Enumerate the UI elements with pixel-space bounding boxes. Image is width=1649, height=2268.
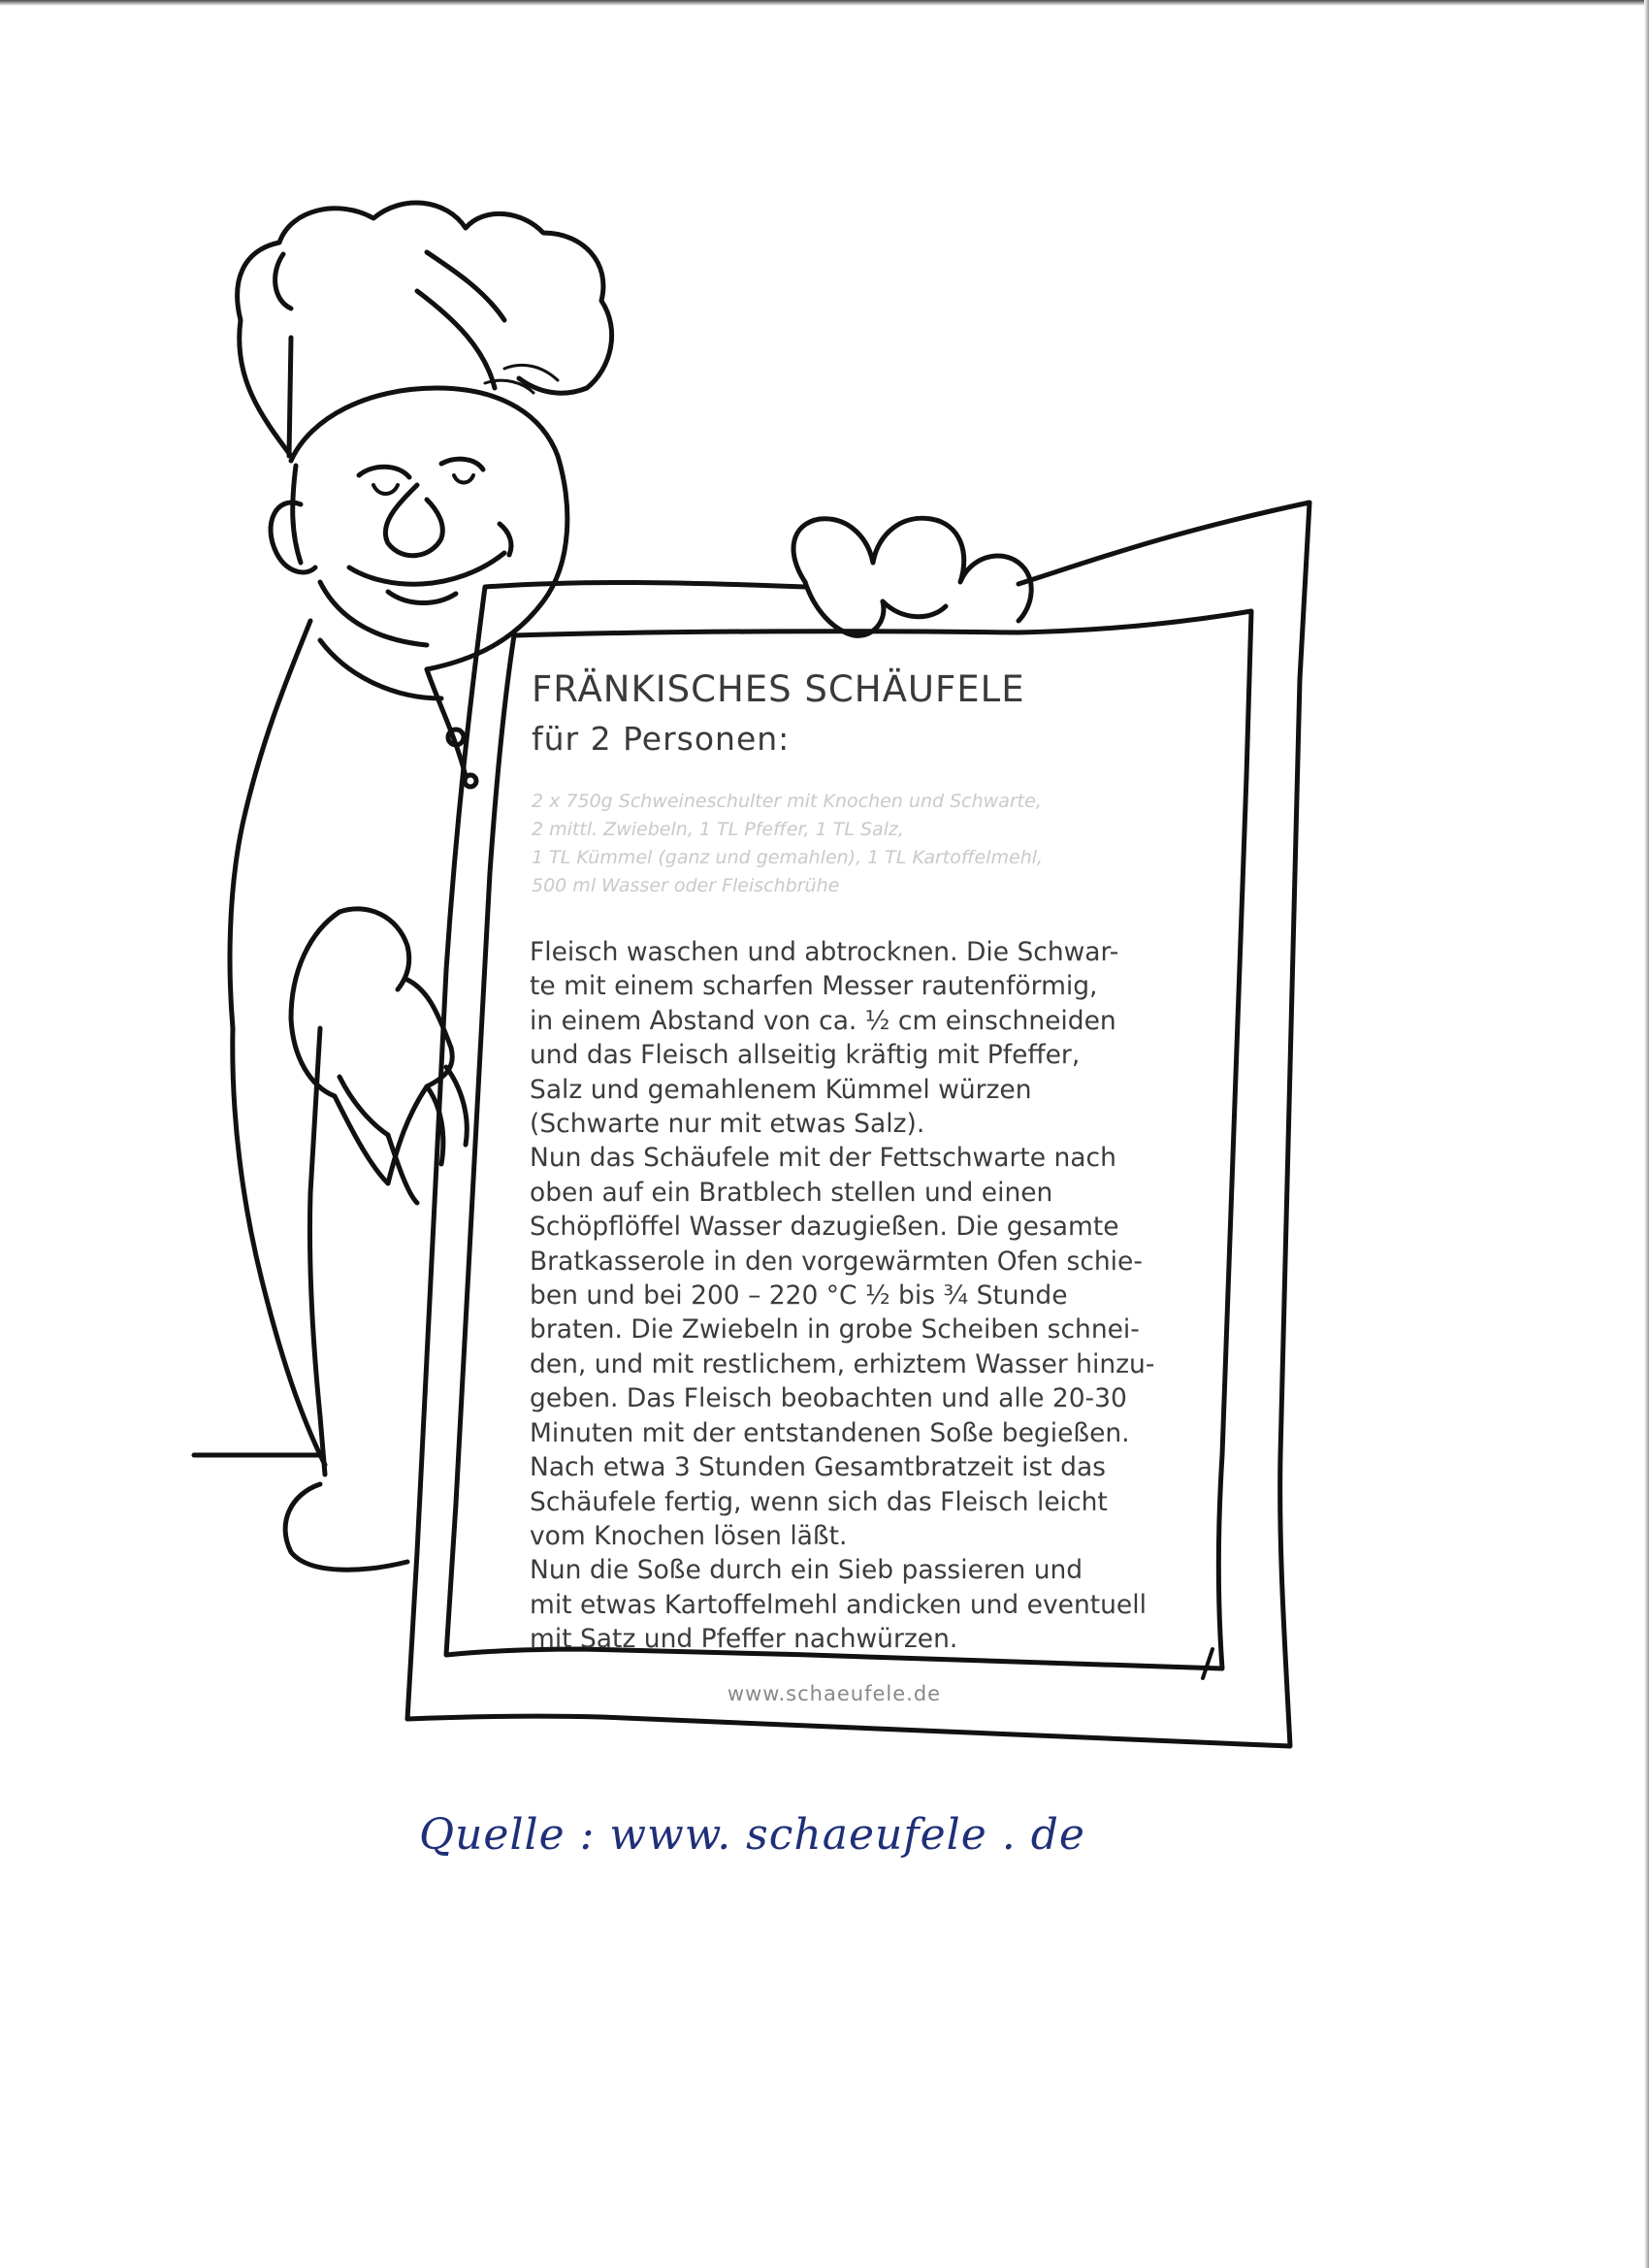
ingredient-line: 2 mittl. Zwiebeln, 1 TL Pfeffer, 1 TL Salz,: [532, 819, 904, 840]
ingredient-line: 500 ml Wasser oder Fleischbrühe: [532, 875, 840, 896]
source-note-handwritten: Quelle : www. schaeufele . de: [419, 1810, 1085, 1860]
instruction-line: geben. Das Fleisch beobachten und alle 20-30: [530, 1383, 1127, 1414]
instruction-line: ben und bei 200 – 220 °C ½ bis ¾ Stunde: [530, 1280, 1068, 1312]
recipe-title: FRÄNKISCHES SCHÄUFELE: [532, 668, 1025, 710]
instruction-line: vom Knochen lösen läßt.: [530, 1520, 848, 1551]
instruction-line: den, und mit restlichem, erhiztem Wasser hinzu-: [530, 1348, 1155, 1379]
jacket-button: [465, 775, 476, 787]
recipe-subtitle: für 2 Personen:: [532, 720, 791, 758]
instruction-line: te mit einem scharfen Messer rautenförmig,: [530, 971, 1098, 1002]
ingredients-list: [532, 788, 1201, 900]
chef-nose: [385, 485, 442, 556]
instruction-line: (Schwarte nur mit etwas Salz).: [530, 1109, 925, 1140]
instruction-line: und das Fleisch allseitig kräftig mit Pfeffer,: [530, 1040, 1081, 1071]
instruction-line: Fleisch waschen und abtrocknen. Die Schwar-: [530, 937, 1119, 967]
instruction-line: mit etwas Kartoffelmehl andicken und eventuell: [530, 1589, 1147, 1620]
chef-mouth: [349, 553, 504, 584]
chef-head: [291, 388, 567, 669]
instruction-line: braten. Die Zwiebeln in grobe Scheiben schnei-: [530, 1314, 1140, 1345]
jacket-button: [448, 729, 464, 745]
instruction-line: mit Satz und Pfeffer nachwürzen.: [530, 1624, 958, 1655]
ingredient-line: 2 x 750g Schweineschulter mit Knochen und Schwarte,: [532, 791, 1042, 812]
chef-fingers: [793, 518, 1031, 621]
instruction-line: Salz und gemahlenem Kümmel würzen: [530, 1074, 1032, 1105]
chef-arm: [291, 912, 340, 1096]
instruction-line: Schäufele fertig, wenn sich das Fleisch leicht: [530, 1486, 1108, 1517]
instructions-text: [530, 935, 1228, 1657]
ingredient-line: 1 TL Kümmel (ganz und gemahlen), 1 TL Kartoffelmehl,: [532, 847, 1044, 868]
instruction-line: Nun die Soße durch ein Sieb passieren und: [530, 1555, 1083, 1586]
board-url: www.schaeufele.de: [727, 1682, 942, 1705]
instruction-line: Bratkasserole in den vorgewärmten Ofen schie-: [530, 1246, 1143, 1277]
chef-hat: [238, 203, 612, 456]
instruction-line: oben auf ein Bratblech stellen und einen: [530, 1177, 1053, 1208]
instruction-line: in einem Abstand von ca. ½ cm einschneiden: [530, 1005, 1116, 1036]
instruction-line: Minuten mit der entstandenen Soße begießen.: [530, 1417, 1130, 1448]
instruction-line: Nun das Schäufele mit der Fettschwarte nach: [530, 1143, 1116, 1174]
instruction-line: Schöpflöffel Wasser dazugießen. Die gesamte: [530, 1212, 1119, 1243]
instruction-line: Nach etwa 3 Stunden Gesamtbratzeit ist das: [530, 1452, 1106, 1483]
